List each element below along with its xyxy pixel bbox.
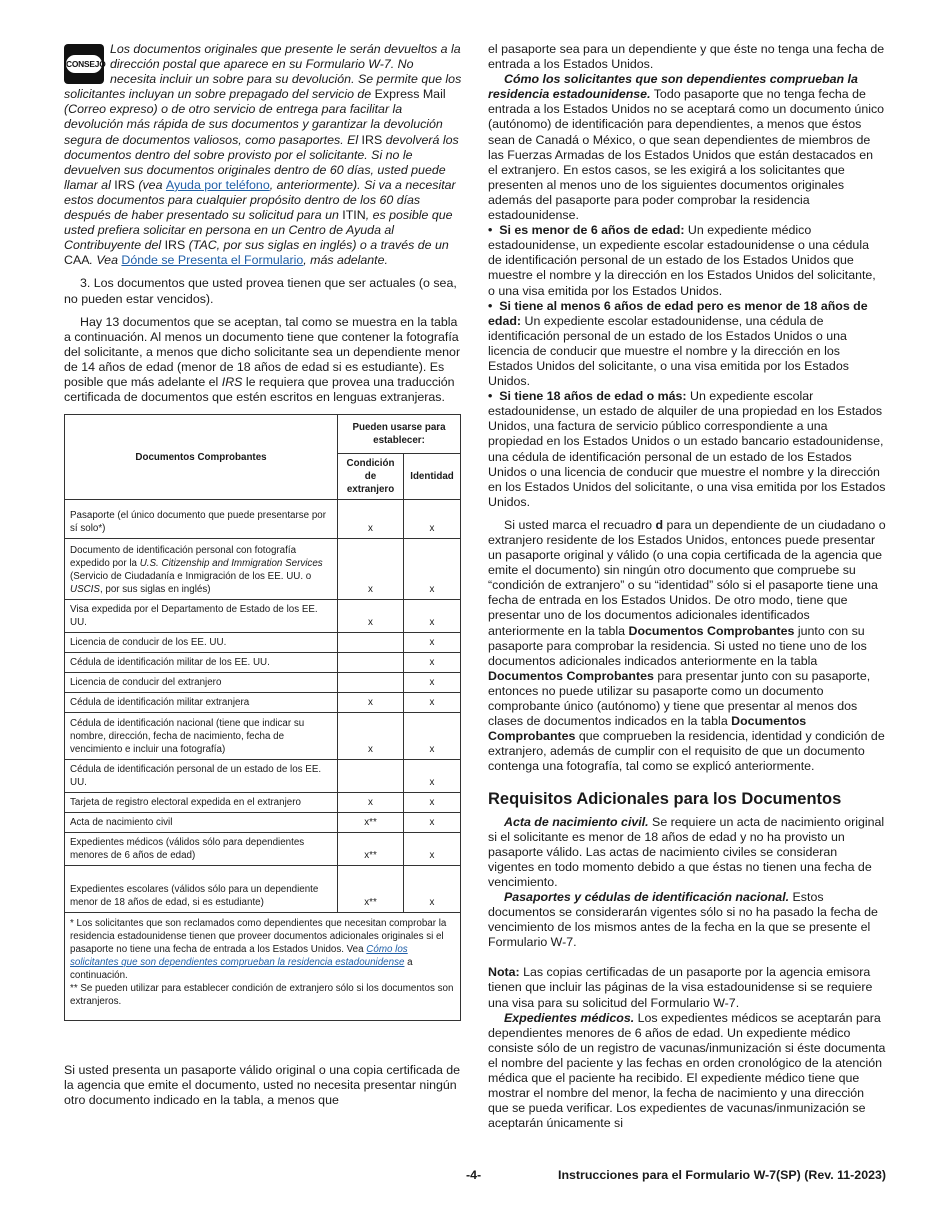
table-row: Expedientes médicos (válidos sólo para dependientes menores de 6 años de edad) x** x	[65, 833, 461, 866]
table-row: Licencia de conducir de los EE. UU. x	[65, 633, 461, 653]
passport-paragraph: Si usted presenta un pasaporte válido original o una copia certificada de la agencia que emite el documento, usted no necesita presentar ningún otro documento indicado en la tabla, a menos que	[64, 1063, 461, 1108]
tip-paragraph: CONSEJO Los documentos originales que presente le serán devueltos a la dirección postal que aparece en su Formulario W-7. No necesita incluir un sobre para su devolución. Se permite que los solicitantes incluyan un sobre prepagado del servicio de Express Mail (Correo expreso) o de otro servicio de entrega para facilitar la devolución más rápida de sus documentos y garantizar la devolución segura de documentos valiosos, como pasaportes. El IRS devolverá los documentos dentro del sobre provisto por el solicitante. Si no le devuelven sus documentos originales dentro de 60 días, usted puede llamar al IRS (vea Ayuda por teléfono, anteriormente). Si va a necesitar estos documentos para cualquier propósito dentro de los 60 días después de haber presentado su solicitud para un ITIN, es posible que usted prefiera solicitar en persona en un Centro de Ayuda al Contribuyente del IRS (TAC, por sus siglas en inglés) o a través de un CAA. Vea Dónde se Presenta el Formulario, más adelante.	[64, 42, 462, 268]
passports-paragraph: Pasaportes y cédulas de identificación nacional. Estos documentos se considerarán vigentes sólo si no ha pasado la fecha de vencimiento de los mismos antes de la fecha en la que se presente el Formulario W-7.	[488, 889, 878, 950]
bullet-18-plus: • Si tiene 18 años de edad o más: Un expediente escolar estadounidense, un estado de alquiler de una propiedad en los Estados Unidos, una factura de servicio público correspondiente a una propiedad en los Estados Unidos o un estado bancario estadounidense, una cédula de identificación personal de un estado de los Estados Unidos o una licencia de conducir que muestre el nombre y la dirección en los Estados Unidos del solicitante, o una visa emitida por los Estados Unidos.	[488, 389, 886, 509]
bullet-6-to-18: • Si tiene al menos 6 años de edad pero es menor de 18 años de edad: Un expediente escolar estadounidense, una cédula de identificación personal de un estado de los Estados Unidos o una licencia de conducir que muestre el nombre y la dirección en los Estados Unidos del solicitante, o una visa emitida por los Estados Unidos.	[488, 298, 868, 389]
table-row: Cédula de identificación personal de un estado de los EE. UU. x	[65, 760, 461, 793]
note-paragraph: Nota: Las copias certificadas de un pasaporte por la agencia emisora tienen que incluir las páginas de la visa estadounidense si se requiere una visa para su solicitud del Formulario W-7.	[488, 965, 873, 1010]
table-row: Cédula de identificación militar extranjera x x	[65, 693, 461, 713]
box-d-paragraph: Si usted marca el recuadro d para un dependiente de un ciudadano o extranjero residente de los Estados Unidos, entonces puede presentar un pasaporte original y válido (o una copia certificada de la agencia que emite el documento) sin ningún otro documento que compruebe su “condición de extranjero” o su “identidad” sólo si el pasaporte tiene una fecha de entrada en los Estados Unidos. De otro modo, tiene que presentar uno de los documentos adicionales identificados anteriormente en la tabla Documentos Comprobantes junto con su pasaporte para comprobar la residencia. Si usted no tiene uno de los documentos adicionales indicados anteriormente en la tabla Documentos Comprobantes para presentar junto con su pasaporte, entonces no puede utilizar su pasaporte como un documento comprobante único (autónomo) y tiene que presentar al menos dos clases de documentos indicados en la tabla Documentos Comprobantes que comprueben la residencia, identidad y condición de extranjero, además de cumplir con el requisito de que un documento contenga una fotografía, tal como se explicó anteriormente.	[488, 517, 886, 774]
table-row: Pasaporte (el único documento que puede presentarse por sí solo*) x x	[65, 500, 461, 539]
table-row: Expedientes escolares (válidos sólo para un dependiente menor de 18 años de edad, si es estudiante) x** x	[65, 866, 461, 913]
medical-records-paragraph: Expedientes médicos. Los expedientes médicos se aceptarán para dependientes menores de 6 años de edad. Un expediente médico consiste sólo de un registro de vacunas/inmunización si éste documenta el nombre del paciente y las fechas en orden cronológico de la atención médica que el paciente ha recibido. El expediente médico tiene que mostrar el nombre del menor, la fecha de nacimiento y una dirección que se pueda verificar. Los expedientes de vacunas/inmunización se aceptarán únicamente si	[488, 1010, 886, 1131]
table-row: Licencia de conducir del extranjero x	[65, 673, 461, 693]
dependents-residency-paragraph: Cómo los solicitantes que son dependientes comprueban la residencia estadounidense. Todo pasaporte que no tenga fecha de entrada a los Estados Unidos no se aceptará como un documento único (autónomo) de identificación para dependientes, a menos que éstos sean de Canadá o México, o que sean dependientes de miembros de las Fuerzas Armadas de los Estados Unidos que están destacados en el extranjero. En estos casos, se les exigirá a los solicitantes que presenten al menos uno de los siguientes documentos originales además del pasaporte para poder comprobar la residencia estadounidense.	[488, 72, 885, 223]
right-column	[488, 42, 886, 1131]
table-notes-row	[65, 913, 461, 1021]
bullet-under-6: • Si es menor de 6 años de edad: Un expediente médico estadounidense, un expediente escolar estadounidense o una cédula de identificación personal de un estado de los Estados Unidos que muestre el nombre y la dirección en los Estados Unidos del solicitante, o una visa emitida por los Estados Unidos.	[488, 223, 876, 298]
birth-certificate-paragraph: Acta de nacimiento civil. Se requiere un acta de nacimiento original si el solicitante es menor de 18 años de edad y no ha provisto un pasaporte válido. Las actas de nacimiento civiles se consideran vigentes en todo momento debido a que éstas no tienen una fecha de vencimiento.	[488, 814, 885, 889]
table-row: Cédula de identificación militar de los EE. UU. x	[65, 653, 461, 673]
header-documentos: Documentos Comprobantes	[65, 415, 338, 500]
item-3-paragraph: 3. Los documentos que usted provea tienen que ser actuales (o sea, no pueden estar vencidos).	[64, 276, 457, 306]
dependientes-residencia-link[interactable]: Cómo los solicitantes que son dependientes comprueban la residencia estadounidense	[70, 944, 408, 969]
donde-presenta-link[interactable]: Dónde se Presenta el Formulario	[121, 253, 304, 268]
table-row: Visa expedida por el Departamento de Estado de los EE. UU. x x	[65, 600, 461, 633]
footer-title: Instrucciones para el Formulario W-7(SP) (Rev. 11-2023)	[558, 1168, 886, 1182]
table-row: Cédula de identificación nacional (tiene que indicar su nombre, dirección, fecha de nacimiento, fecha de vencimiento e incluir una fotografía) x x	[65, 713, 461, 760]
page-number: -4-	[466, 1168, 482, 1182]
header-condicion: Condición de extranjero	[338, 454, 404, 500]
section-heading: Requisitos Adicionales para los Documentos	[488, 789, 842, 808]
table-row: Acta de nacimiento civil x** x	[65, 813, 461, 833]
table-note-1: * Los solicitantes que son reclamados como dependientes que necesitan comprobar la residencia estadounidense tienen que proveer documentos adicionales originales si el pasaporte no tiene una fecha de entrada a los Estados Unidos. Vea Cómo los solicitantes que son dependientes comprueban la residencia estadounidense a continuación.	[70, 918, 447, 982]
ayuda-telefono-link[interactable]: Ayuda por teléfono	[165, 177, 270, 192]
consejo-tip-icon: CONSEJO	[64, 44, 104, 84]
header-identidad: Identidad	[404, 454, 461, 500]
continued-paragraph: el pasaporte sea para un dependiente y que éste no tenga una fecha de entrada a los Estados Unidos.	[488, 42, 885, 72]
table-row: Documento de identificación personal con fotografía expedido por la U.S. Citizenship and Immigration Services (Servicio de Ciudadanía e Inmigración de los EE. UU. o USCIS, por sus siglas en inglés) x x	[65, 539, 461, 600]
left-column	[64, 42, 462, 1108]
documents-intro-paragraph: Hay 13 documentos que se aceptan, tal como se muestra en la tabla a continuación. Al menos un documento tiene que contener la fotografía del solicitante, a menos que dicho solicitante sea un dependiente menor de 14 años de edad (menor de 18 años de edad si es estudiante). Es posible que más adelante el IRS le requiera que provea una traducción certificada de documentos que estén escritos en lenguas extranjeras.	[64, 314, 461, 405]
header-group: Pueden usarse para establecer:	[338, 415, 461, 454]
table-note-2: ** Se pueden utilizar para establecer condición de extranjero sólo si los documentos son extranjeros.	[70, 983, 454, 1008]
supporting-documents-table	[64, 414, 461, 1021]
table-row: Tarjeta de registro electoral expedida en el extranjero x x	[65, 793, 461, 813]
